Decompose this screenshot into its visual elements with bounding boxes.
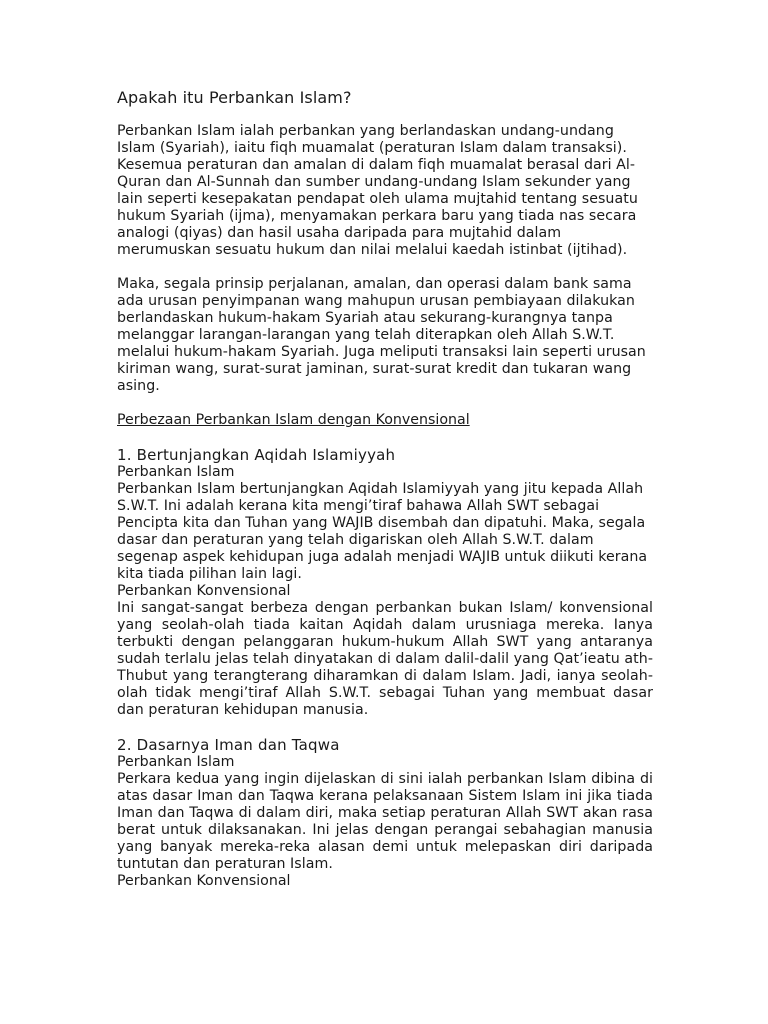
islam-banking-label: Perbankan Islam: [117, 464, 235, 480]
islam-banking-text: Perkara kedua yang ingin dijelaskan di sini ialah perbankan Islam dibina di atas dasar Iman dan Taqwa kerana pelaksanaan Sistem Islam ini jika tiada Iman dan Taqwa di dalam diri, maka setiap peraturan Allah SWT akan rasa berat untuk dilaksanakan. Ini jelas dengan perangai sebahagian manusia yang banyak mereka-reka alasan demi untuk melepaskan diri daripada tuntutan dan peraturan Islam.: [117, 771, 653, 872]
islam-banking-text: Perbankan Islam bertunjangkan Aqidah Islamiyyah yang jitu kepada Allah S.W.T. Ini adalah kerana kita mengi’tiraf bahawa Allah SWT sebagai Pencipta kita dan Tuhan yang WAJIB disembah dan dipatuhi. Maka, segala dasar dan peraturan yang telah digariskan oleh Allah S.W.T. dalam segenap aspek kehidupan juga adalah menjadi WAJIB untuk diikuti kerana kita tiada pilihan lain lagi.: [117, 481, 648, 582]
intro-paragraph-1: Perbankan Islam ialah perbankan yang berlandaskan undang-undang Islam (Syariah), iaitu fiqh muamalat (peraturan Islam dalam transaksi). Kesemua peraturan dan amalan di dalam fiqh muamalat berasal dari Al-Quran dan Al-Sunnah dan sumber undang-undang Islam sekunder yang lain seperti kesepakatan pendapat oleh ulama mujtahid tentang sesuatu hukum Syariah (ijma), menyamakan perkara baru yang tiada nas secara analogi (qiyas) dan hasil usaha daripada para mujtahid dalam merumuskan sesuatu hukum dan nilai melalui kaedah istinbat (ijtihad).: [117, 123, 638, 258]
point-heading: 2. Dasarnya Iman dan Taqwa: [117, 736, 340, 754]
conventional-banking-label: Perbankan Konvensional: [117, 583, 291, 599]
document-page: [117, 88, 653, 890]
point-2: [117, 736, 653, 890]
islam-banking-label: Perbankan Islam: [117, 754, 235, 770]
point-heading: 1. Bertunjangkan Aqidah Islamiyyah: [117, 446, 396, 464]
intro-paragraph-2: Maka, segala prinsip perjalanan, amalan, dan operasi dalam bank sama ada urusan penyimpanan wang mahupun urusan pembiayaan dilakukan berlandaskan hukum-hakam Syariah atau sekurang-kurangnya tanpa melanggar larangan-larangan yang telah diterapkan oleh Allah S.W.T. melalui hukum-hakam Syariah. Juga meliputi transaksi lain seperti urusan kiriman wang, surat-surat jaminan, surat-surat kredit dan tukaran wang asing.: [117, 276, 646, 394]
point-1: [117, 446, 653, 719]
intro-section: [117, 123, 653, 395]
section-heading: Perbezaan Perbankan Islam dengan Konvensional: [117, 412, 470, 428]
conventional-banking-label: Perbankan Konvensional: [117, 873, 291, 889]
conventional-banking-text: Ini sangat-sangat berbeza dengan perbankan bukan Islam/ konvensional yang seolah-olah tiada kaitan Aqidah dalam urusniaga mereka. Ianya terbukti dengan pelanggaran hukum-hukum Allah SWT yang antaranya sudah terlalu jelas telah dinyatakan di dalam dalil-dalil yang Qat’ieatu ath-Thubut yang terangterang diharamkan di dalam Islam. Jadi, ianya seolah-olah tidak mengi’tiraf Allah S.W.T. sebagai Tuhan yang membuat dasar dan peraturan kehidupan manusia.: [117, 600, 653, 718]
document-title: Apakah itu Perbankan Islam?: [117, 88, 352, 107]
